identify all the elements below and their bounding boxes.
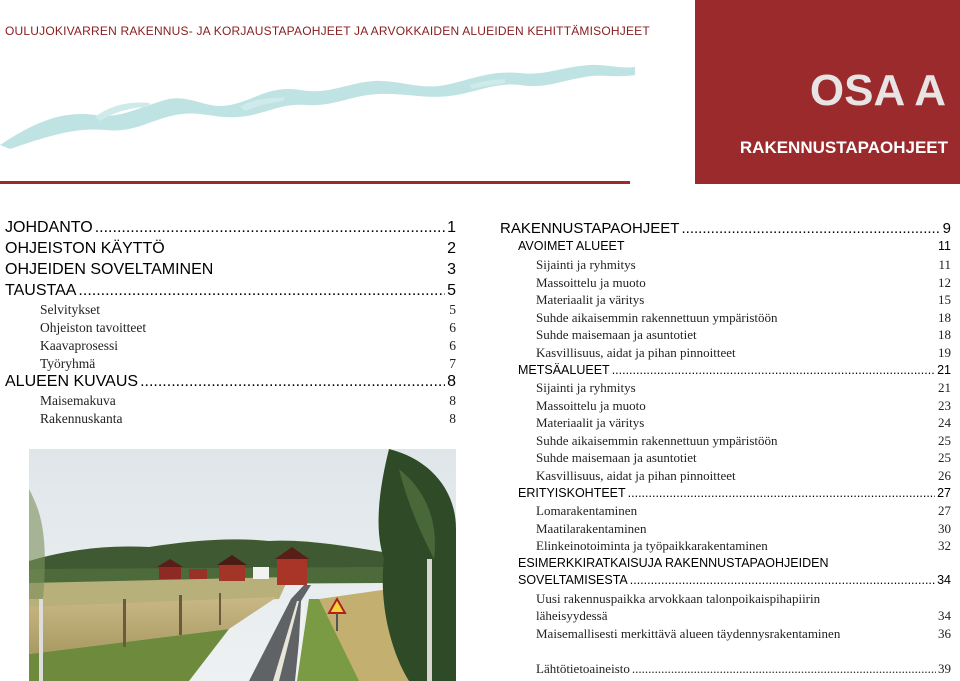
toc-item[interactable]: TAUSTAA ..... 5	[5, 282, 456, 302]
toc-item[interactable]: RAKENNUSTAPAOHJEET ..... 9	[500, 220, 951, 238]
section-badge	[695, 0, 960, 184]
section-title: OSA A	[809, 66, 946, 115]
header-rule	[0, 181, 630, 184]
toc-item[interactable]: ERITYISKOHTEET ..... 27	[518, 486, 951, 503]
toc-item[interactable]: Uusi rakennuspaikka arvokkaan talonpoikaispihapiirin	[536, 591, 821, 606]
toc-item[interactable]: Selvitykset 5	[40, 302, 456, 317]
river-map-graphic	[0, 55, 640, 150]
document-header-title: OULUJOKIVARREN RAKENNUS- JA KORJAUSTAPAOHJEET JA ARVOKKAIDEN ALUEIDEN KEHITTÄMISOHJEET	[5, 24, 650, 38]
toc-item[interactable]: Suhde aikaisemmin rakennettuun ympäristöön 18	[536, 310, 951, 325]
toc-item[interactable]: Maatilarakentaminen 30	[536, 521, 951, 536]
toc-item[interactable]: ESIMERKKIRATKAISUJA RAKENNUSTAPAOHJEIDEN	[518, 556, 829, 570]
toc-item[interactable]: Maisemallisesti merkittävä alueen täydennysrakentaminen 36	[536, 626, 951, 641]
toc-item[interactable]: Ohjeiston tavoitteet 6	[40, 320, 456, 335]
toc-item[interactable]: Materiaalit ja väritys 24	[536, 415, 951, 430]
toc-item[interactable]: Materiaalit ja väritys 15	[536, 292, 951, 307]
toc-item[interactable]: JOHDANTO ..... 1	[5, 219, 456, 239]
toc-item[interactable]: Sijainti ja ryhmitys 11	[536, 257, 951, 272]
toc-item[interactable]: Suhde maisemaan ja asuntotiet 18	[536, 327, 951, 342]
toc-item[interactable]: Kaavaprosessi 6	[40, 338, 456, 353]
toc-item[interactable]: METSÄALUEET ..... 21	[518, 363, 951, 380]
toc-item[interactable]: OHJEISTON KÄYTTÖ 2	[5, 240, 456, 257]
toc-item[interactable]: läheisyydessä 34	[536, 608, 951, 623]
toc-item[interactable]: Kasvillisuus, aidat ja pihan pinnoitteet 26	[536, 468, 951, 483]
toc-item[interactable]: AVOIMET ALUEET 11	[518, 239, 951, 253]
toc-item[interactable]: Suhde maisemaan ja asuntotiet 25	[536, 450, 951, 465]
toc-item[interactable]: Kasvillisuus, aidat ja pihan pinnoitteet 19	[536, 345, 951, 360]
toc-item[interactable]: SOVELTAMISESTA ..... 34	[518, 573, 951, 590]
toc-item[interactable]: Sijainti ja ryhmitys 21	[536, 380, 951, 395]
toc-item[interactable]: Lähtötietoaineisto ..... 39	[536, 661, 951, 678]
toc-item[interactable]: ALUEEN KUVAUS ..... 8	[5, 373, 456, 393]
toc-item[interactable]: Massoittelu ja muoto 23	[536, 398, 951, 413]
toc-item[interactable]: Elinkeinotoiminta ja työpaikkarakentaminen 32	[536, 538, 951, 553]
section-subtitle: RAKENNUSTAPAOHJEET	[739, 138, 948, 157]
toc-item[interactable]: Massoittelu ja muoto 12	[536, 275, 951, 290]
toc-item[interactable]: Suhde aikaisemmin rakennettuun ympäristöön 25	[536, 433, 951, 448]
toc-item[interactable]: Työryhmä 7	[40, 356, 456, 371]
landscape-photo	[29, 449, 456, 681]
toc-item[interactable]: Lomarakentaminen 27	[536, 503, 951, 518]
toc-item[interactable]: OHJEIDEN SOVELTAMINEN 3	[5, 261, 456, 278]
toc-item[interactable]: Maisemakuva 8	[40, 393, 456, 408]
toc-item[interactable]: Rakennuskanta 8	[40, 411, 456, 426]
